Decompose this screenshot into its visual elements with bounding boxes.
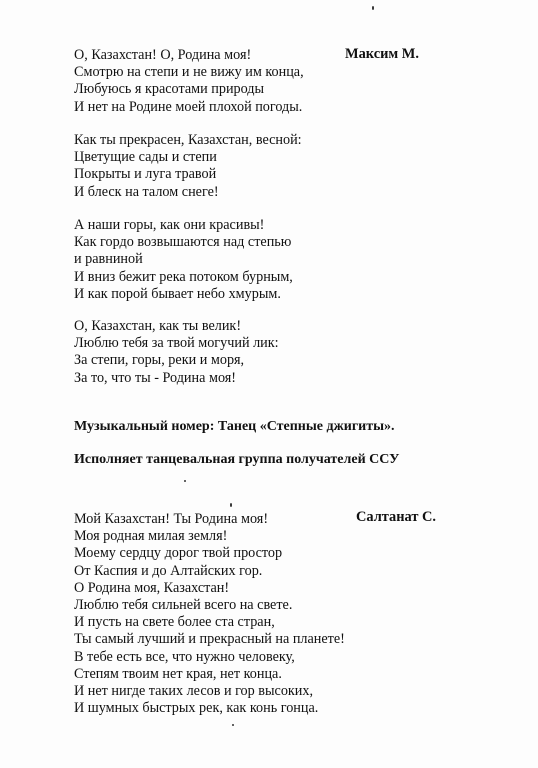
poem1-stanza-2	[74, 132, 302, 201]
poem-line: О Родина моя, Казахстан!	[74, 579, 230, 596]
program-number-heading: Музыкальный номер: Танец «Степные джигиты».	[74, 419, 395, 434]
poem1-stanza-1	[74, 47, 304, 116]
poem-line: О, Казахстан! О, Родина моя!	[74, 47, 252, 63]
poem-line: Степям твоим нет края, нет конца.	[74, 665, 282, 682]
scan-speck	[230, 503, 232, 507]
program-performer-heading: Исполняет танцевальная группа получателей ССУ	[74, 452, 400, 467]
poem-line: Как ты прекрасен, Казахстан, весной:	[74, 132, 302, 148]
poem-line: Покрыты и луга травой	[74, 166, 217, 183]
poem-line: За то, что ты - Родина моя!	[74, 369, 237, 386]
poem1-stanza-3	[74, 217, 293, 303]
poem-line: И блеск на талом снеге!	[74, 183, 219, 200]
poem-line: Ты самый лучший и прекрасный на планете!	[74, 631, 345, 648]
poem-line: Моя родная милая земля!	[74, 528, 228, 545]
poem-line: Люблю тебя сильней всего на свете.	[74, 597, 293, 614]
poem-line: Цветущие сады и степи	[74, 149, 217, 166]
poem-line: Как гордо возвышаются над степью	[74, 234, 292, 251]
poem-line: И пусть на свете более ста стран,	[74, 614, 275, 631]
scan-speck	[184, 480, 186, 482]
poem1-stanza-4	[74, 318, 279, 387]
poem2-text	[74, 511, 345, 717]
scan-speck	[232, 724, 234, 726]
poem-line: А наши горы, как они красивы!	[74, 217, 265, 233]
poem-line: За степи, горы, реки и моря,	[74, 352, 245, 369]
poem-line: И шумных быстрых рек, как конь гонца.	[74, 700, 319, 717]
poem-line: Смотрю на степи и не вижу им конца,	[74, 64, 304, 81]
poem-line: и равниной	[74, 251, 143, 268]
poem-line: Любуюсь я красотами природы	[74, 81, 265, 98]
scan-speck	[372, 6, 374, 10]
poem1-author: Максим М.	[345, 46, 419, 62]
poem-line: В тебе есть все, что нужно человеку,	[74, 648, 295, 665]
poem-line: И нет на Родине моей плохой погоды.	[74, 98, 303, 115]
poem-line: Мой Казахстан! Ты Родина моя!	[74, 511, 269, 527]
poem-line: О, Казахстан, как ты велик!	[74, 318, 242, 334]
poem-line: От Каспия и до Алтайских гор.	[74, 562, 263, 579]
poem-line: И нет нигде таких лесов и гор высоких,	[74, 683, 314, 700]
poem-line: И как порой бывает небо хмурым.	[74, 285, 281, 302]
poem-line: И вниз бежит река потоком бурным,	[74, 268, 293, 285]
poem-line: Люблю тебя за твой могучий лик:	[74, 335, 279, 352]
poem2-author: Салтанат С.	[356, 509, 436, 525]
poem-line: Моему сердцу дорог твой простор	[74, 545, 283, 562]
